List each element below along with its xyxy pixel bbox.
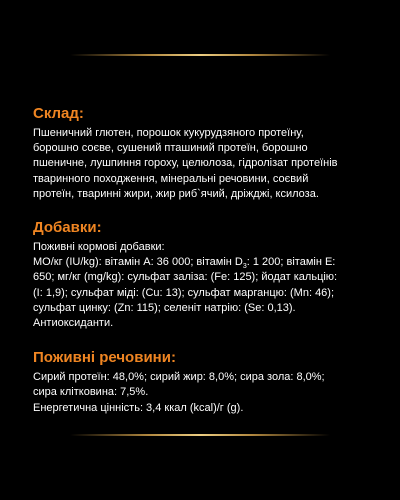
additives-line: (I: 1,9); сульфат міді: (Cu: 13); сульфат марганцю: (Mn: 46); [33, 286, 335, 299]
nutrients-line: Сирий протеїн: 48,0%; сирий жир: 8,0%; сира зола: 8,0%; [33, 371, 325, 384]
bottom-gold-divider [70, 434, 330, 436]
vitamin-d-subscript: 3 [242, 263, 247, 271]
label-content [33, 104, 383, 416]
additives-line: Поживні кормові добавки: [33, 241, 165, 254]
additives-section [33, 218, 383, 331]
additives-vitamins-line [33, 255, 383, 270]
composition-heading: Склад: [33, 105, 84, 122]
additives-heading: Добавки: [33, 219, 102, 237]
composition-line: протеїн, тваринні жири, жир риб`ячий, дріжджі, ксилоза. [33, 187, 319, 200]
composition-line: тваринного походження, мінеральні речовини, соєвий [33, 172, 309, 185]
additives-line: сульфат цинку: (Zn: 115); селеніт натрію: (Se: 0,13). [33, 301, 296, 314]
nutrients-heading: Поживні речовини: [33, 349, 176, 367]
composition-section [33, 104, 383, 202]
nutrients-line: Енергетична цінність: 3,4 ккал (kcal)/г (g). [33, 401, 244, 414]
composition-text [33, 126, 383, 202]
nutrients-section [33, 348, 383, 416]
additives-vitamins-post: : 1 200; вітамін Е: [246, 256, 336, 269]
additives-line: 650; мг/кг (mg/kg): сульфат заліза: (Fe: 125); йодат кальцію: [33, 271, 338, 284]
composition-line: Пшеничний глютен, порошок кукурудзяного протеїну, [33, 127, 304, 139]
additives-text [33, 240, 383, 331]
composition-line: пшеничне, лушпиння гороху, целюлоза, гідролізат протеїнів [33, 157, 338, 170]
additives-line: Антиоксиданти. [33, 317, 114, 330]
additives-vitamins-pre: МО/кг (IU/kg): вітамін А: 36 000; вітамін D [33, 256, 243, 269]
top-gold-divider [70, 54, 330, 56]
composition-line: борошно соєве, сушений пташиний протеїн, борошно [33, 142, 308, 155]
nutrients-text [33, 370, 383, 416]
nutrients-line: сира клітковина: 7,5%. [33, 386, 149, 399]
